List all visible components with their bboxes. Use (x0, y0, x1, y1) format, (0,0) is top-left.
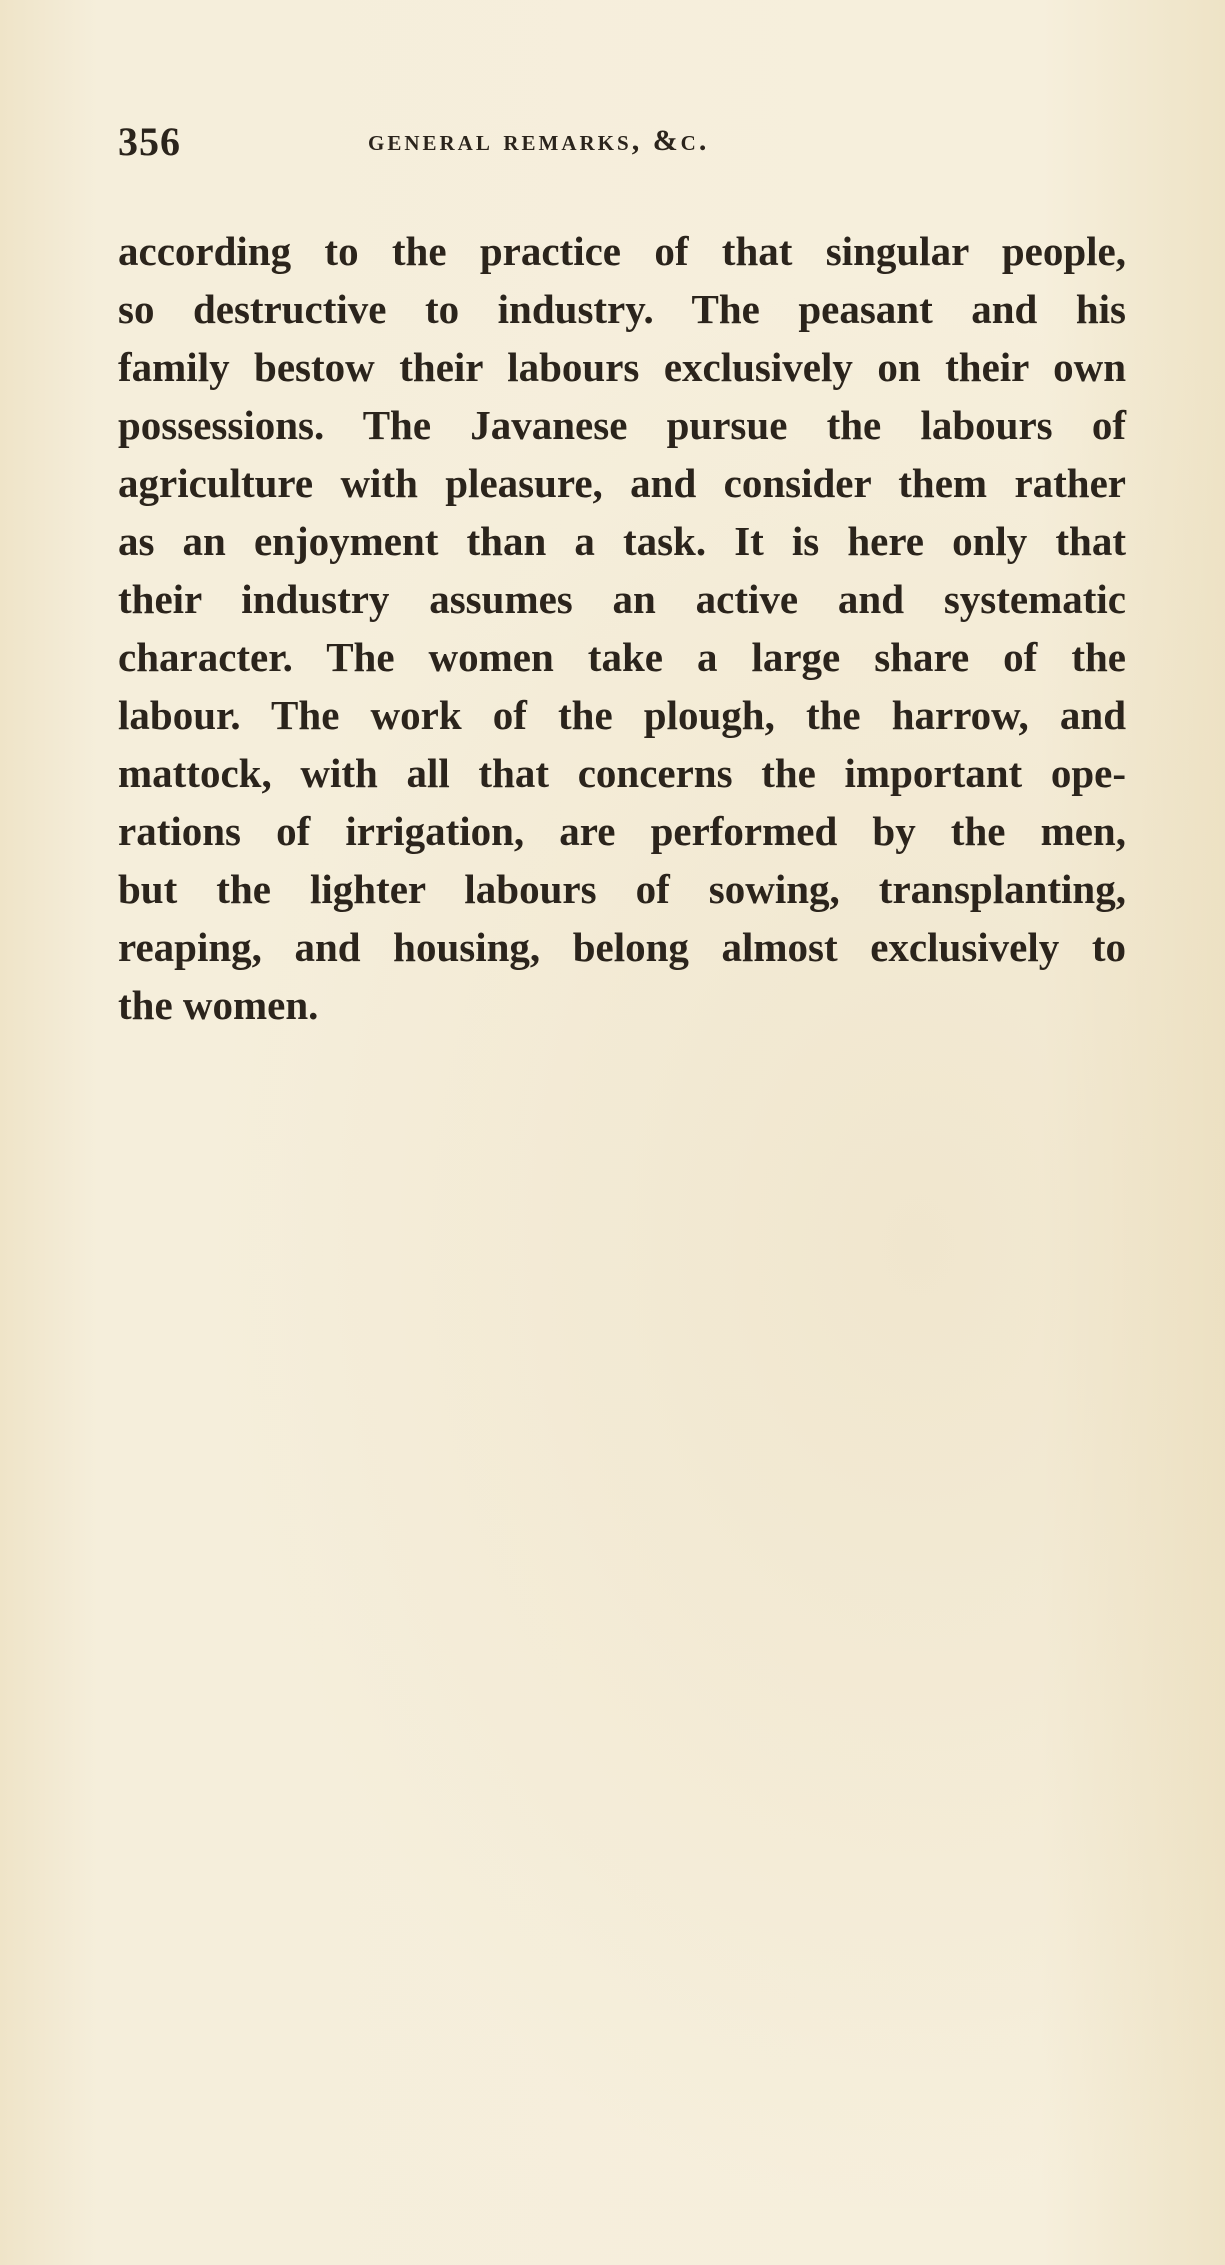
text-line: so destructive to industry. The peasant and his (118, 286, 1126, 332)
running-head-title: general remarks, &c. (368, 124, 710, 157)
running-head (118, 118, 1118, 168)
text-line: their industry assumes an active and systematic (118, 576, 1126, 622)
body-paragraph (118, 222, 1126, 1034)
text-line: agriculture with pleasure, and consider them rather (118, 460, 1126, 506)
text-line: possessions. The Javanese pursue the labours of (118, 402, 1126, 448)
page-number: 356 (118, 119, 181, 164)
text-line-last: the women. (118, 982, 319, 1028)
text-line: according to the practice of that singular people, (118, 228, 1126, 274)
text-line: character. The women take a large share of the (118, 634, 1126, 680)
text-line: labour. The work of the plough, the harrow, and (118, 692, 1126, 738)
text-line: as an enjoyment than a task. It is here only that (118, 518, 1126, 564)
text-line: rations of irrigation, are performed by the men, (118, 808, 1126, 854)
text-line: but the lighter labours of sowing, transplanting, (118, 866, 1126, 912)
text-line: family bestow their labours exclusively on their own (118, 344, 1126, 390)
text-line: mattock, with all that concerns the important ope- (118, 750, 1126, 796)
text-line: reaping, and housing, belong almost exclusively to (118, 924, 1126, 970)
